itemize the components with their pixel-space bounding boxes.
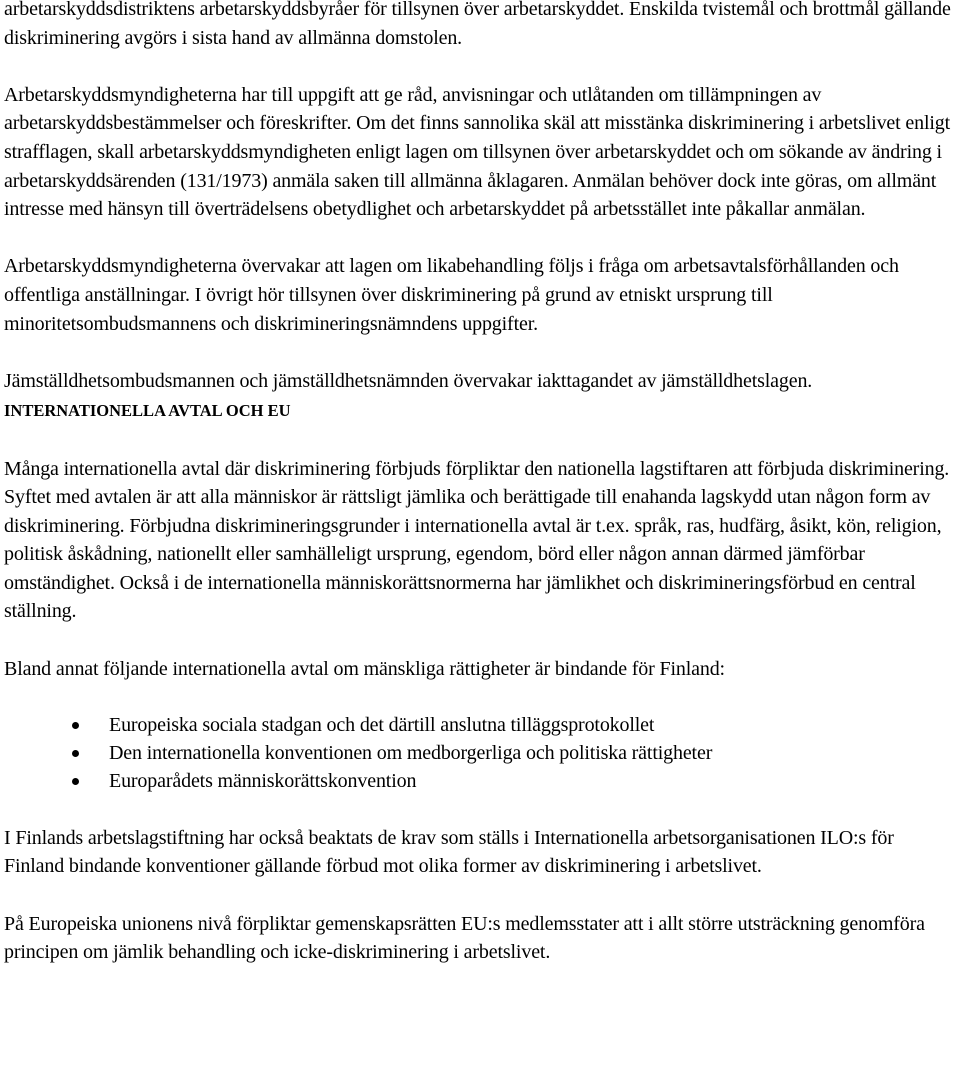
paragraph-equal-treatment-supervision: Arbetarskyddsmyndigheterna övervakar att lagen om likabehandling följs i fråga om arbetsavtalsförhållanden och offentliga anställningar. I övrigt hör tillsynen över diskriminering på grund av etniskt ursprung till minoritetsombudsmannens och diskrimineringsnämndens uppgifter.	[4, 255, 899, 335]
document-page	[4, 0, 956, 967]
bullet-icon	[72, 722, 79, 729]
agreements-list	[4, 711, 956, 795]
paragraph-binding-agreements-intro: Bland annat följande internationella avtal om mänskliga rättigheter är bindande för Finland:	[4, 657, 725, 680]
list-item	[4, 739, 956, 767]
list-item	[4, 767, 956, 795]
paragraph-equality-ombudsman: Jämställdhetsombudsmannen och jämställdhetsnämnden övervakar iakttagandet av jämställdhetslagen.	[4, 369, 813, 392]
section-heading: INTERNATIONELLA AVTAL OCH EU	[4, 401, 291, 421]
paragraph-international-agreements: Många internationella avtal där diskriminering förbjuds förpliktar den nationella lagstiftaren att förbjuda diskriminering. Syftet med avtalen är att alla människor är rättsligt jämlika och berättigade till enahanda lagskydd utan någon form av diskriminering. Förbjudna diskrimineringsgrunder i internationella avtal är t.ex. språk, ras, hudfärg, åsikt, kön, religion, politisk åskådning, nationellt eller samhälleligt ursprung, egendom, börd eller någon annan därmed jämförbar omständighet. Också i de internationella människorättsnormerna har jämlikhet och diskrimineringsförbud en central ställning.	[4, 457, 950, 623]
bullet-icon	[72, 778, 79, 785]
paragraph-labour-protection-authorities: Arbetarskyddsmyndigheterna har till uppgift att ge råd, anvisningar och utlåtanden om tillämpningen av arbetarskyddsbestämmelser och föreskrifter. Om det finns sannolika skäl att misstänka diskriminering i arbetslivet enligt strafflagen, skall arbetarskyddsmyndigheten enligt lagen om tillsynen över arbetarskyddet och om sökande av ändring i arbetarskyddsärenden (131/1973) anmäla saken till allmänna åklagaren. Anmälan behöver dock inte göras, om allmänt intresse med hänsyn till överträdelsens obetydlighet och arbetarskyddet på arbetsstället inte påkallar anmälan.	[4, 83, 951, 221]
list-item-text: Europarådets människorättskonvention	[109, 770, 417, 793]
paragraph-enforcement: arbetarskyddsdistriktens arbetarskyddsbyråer för tillsynen över arbetarskyddet. Enskilda tvistemål och brottmål gällande diskriminering avgörs i sista hand av allmänna domstolen.	[4, 0, 951, 49]
list-item-text: Den internationella konventionen om medborgerliga och politiska rättigheter	[109, 742, 713, 765]
list-item-text: Europeiska sociala stadgan och det därtill anslutna tilläggsprotokollet	[109, 714, 655, 737]
list-item	[4, 711, 956, 739]
paragraph-ilo-conventions: I Finlands arbetslagstiftning har också beaktats de krav som ställs i Internationella arbetsorganisationen ILO:s för Finland bindande konventioner gällande förbud mot olika former av diskriminering i arbetslivet.	[4, 826, 894, 878]
bullet-icon	[72, 750, 79, 757]
paragraph-eu-principle: På Europeiska unionens nivå förpliktar gemenskapsrätten EU:s medlemsstater att i allt större utsträckning genomföra principen om jämlik behandling och icke-diskriminering i arbetslivet.	[4, 912, 925, 964]
